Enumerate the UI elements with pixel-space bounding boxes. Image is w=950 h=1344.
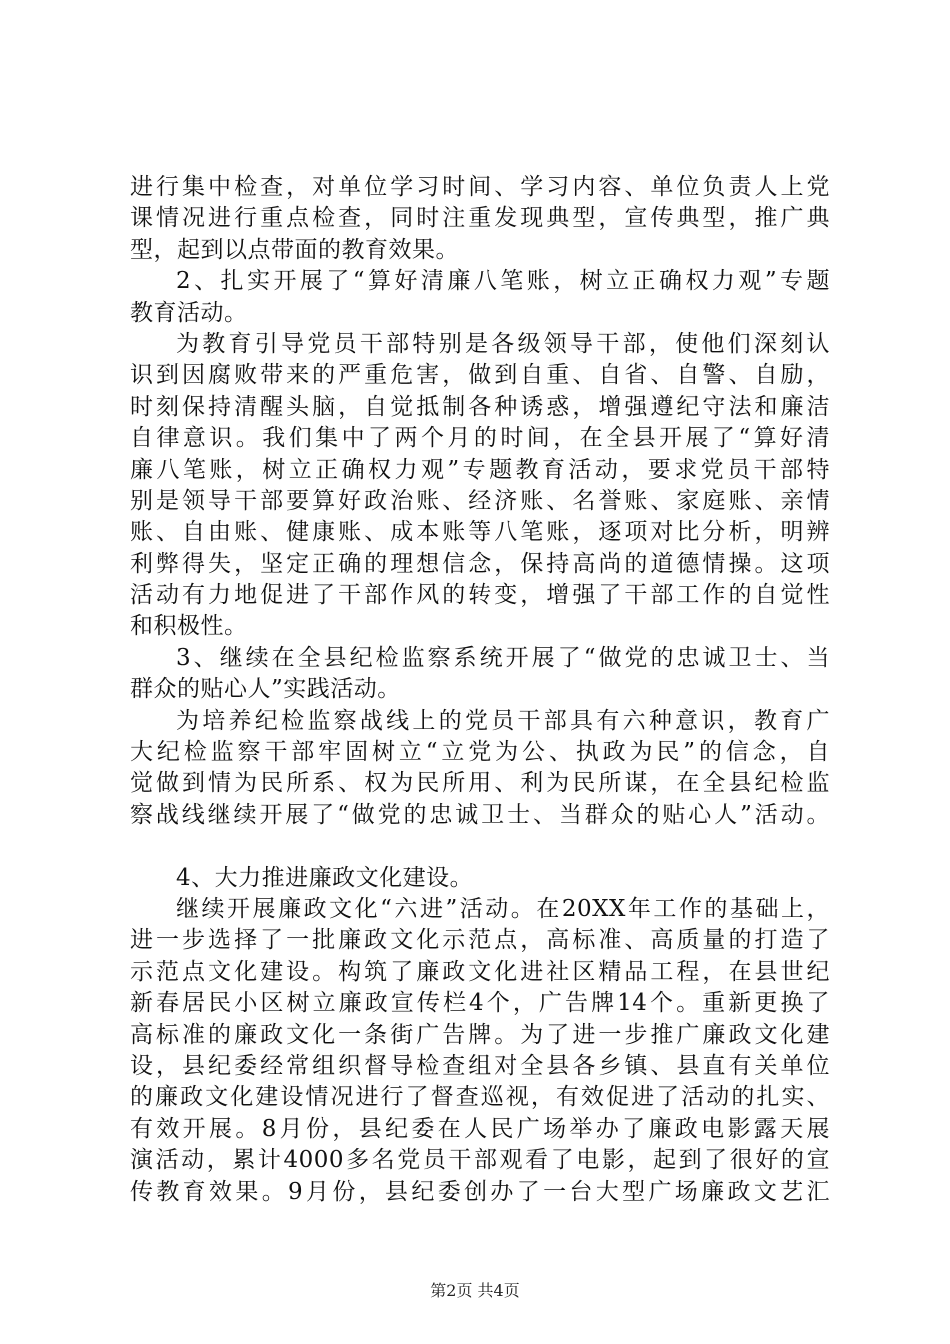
document-body — [130, 172, 830, 1208]
body-line: 高标准的廉政文化一条街广告牌。为了进一步推广廉政文化建 — [130, 1021, 830, 1048]
body-line: 进行集中检查，对单位学习时间、学习内容、单位负责人上党 — [130, 174, 830, 200]
body-line: 型，起到以点带面的教育效果。 — [130, 236, 459, 263]
body-line: 传教育效果。9月份，县纪委创办了一台大型广场廉政文艺汇 — [130, 1178, 830, 1205]
section-heading-line: 教育活动。 — [130, 299, 248, 326]
body-line: 进一步选择了一批廉政文化示范点，高标准、高质量的打造了 — [130, 927, 830, 954]
body-line: 为培养纪检监察战线上的党员干部具有六种意识，教育广 — [176, 707, 830, 734]
body-line: 演活动，累计4000多名党员干部观看了电影，起到了很好的宣 — [130, 1147, 830, 1174]
body-line: 识到因腐败带来的严重危害，做到自重、自省、自警、自励， — [130, 362, 830, 389]
section-heading-line: 2、扎实开展了“算好清廉八笔账，树立正确权力观”专题 — [176, 268, 830, 295]
body-line: 账、自由账、健康账、成本账等八笔账，逐项对比分析，明辨 — [130, 519, 830, 546]
body-line: 别是领导干部要算好政治账、经济账、名誉账、家庭账、亲情 — [130, 487, 830, 514]
paragraph-gap — [130, 831, 830, 862]
body-line: 觉做到情为民所系、权为民所用、利为民所谋，在全县纪检监 — [130, 770, 830, 797]
page-footer: 第2页 共4页 — [430, 1281, 520, 1300]
body-line: 廉八笔账，树立正确权力观”专题教育活动，要求党员干部特 — [130, 456, 830, 483]
section-heading-line: 群众的贴心人”实践活动。 — [130, 676, 401, 703]
body-line: 设，县纪委经常组织督导检查组对全县各乡镇、县直有关单位 — [130, 1052, 830, 1079]
section-heading-line: 3、继续在全县纪检监察系统开展了“做党的忠诚卫士、当 — [176, 644, 830, 671]
body-line: 时刻保持清醒头脑，自觉抵制各种诱惑，增强遵纪守法和廉洁 — [130, 393, 830, 420]
body-line: 活动有力地促进了干部作风的转变，增强了干部工作的自觉性 — [130, 582, 830, 609]
body-line: 大纪检监察干部牢固树立“立党为公、执政为民”的信念，自 — [130, 739, 830, 766]
body-line: 察战线继续开展了“做党的忠诚卫士、当群众的贴心人”活动。 — [130, 801, 830, 828]
body-line: 新春居民小区树立廉政宣传栏4个，广告牌14个。重新更换了 — [130, 990, 830, 1017]
body-line: 继续开展廉政文化“六进”活动。在20XX年工作的基础上， — [176, 895, 830, 922]
body-line: 示范点文化建设。构筑了廉政文化进社区精品工程，在县世纪 — [130, 958, 830, 985]
body-line: 有效开展。8月份，县纪委在人民广场举办了廉政电影露天展 — [130, 1115, 830, 1142]
body-line: 和积极性。 — [130, 613, 248, 640]
body-line: 自律意识。我们集中了两个月的时间，在全县开展了“算好清 — [130, 425, 830, 452]
body-line: 课情况进行重点检查，同时注重发现典型，宣传典型，推广典 — [130, 205, 830, 232]
section-heading-line: 4、大力推进廉政文化建设。 — [176, 864, 474, 891]
body-line: 为教育引导党员干部特别是各级领导干部，使他们深刻认 — [176, 330, 830, 357]
body-line: 的廉政文化建设情况进行了督查巡视，有效促进了活动的扎实、 — [130, 1084, 830, 1111]
body-line: 利弊得失，坚定正确的理想信念，保持高尚的道德情操。这项 — [130, 550, 830, 577]
